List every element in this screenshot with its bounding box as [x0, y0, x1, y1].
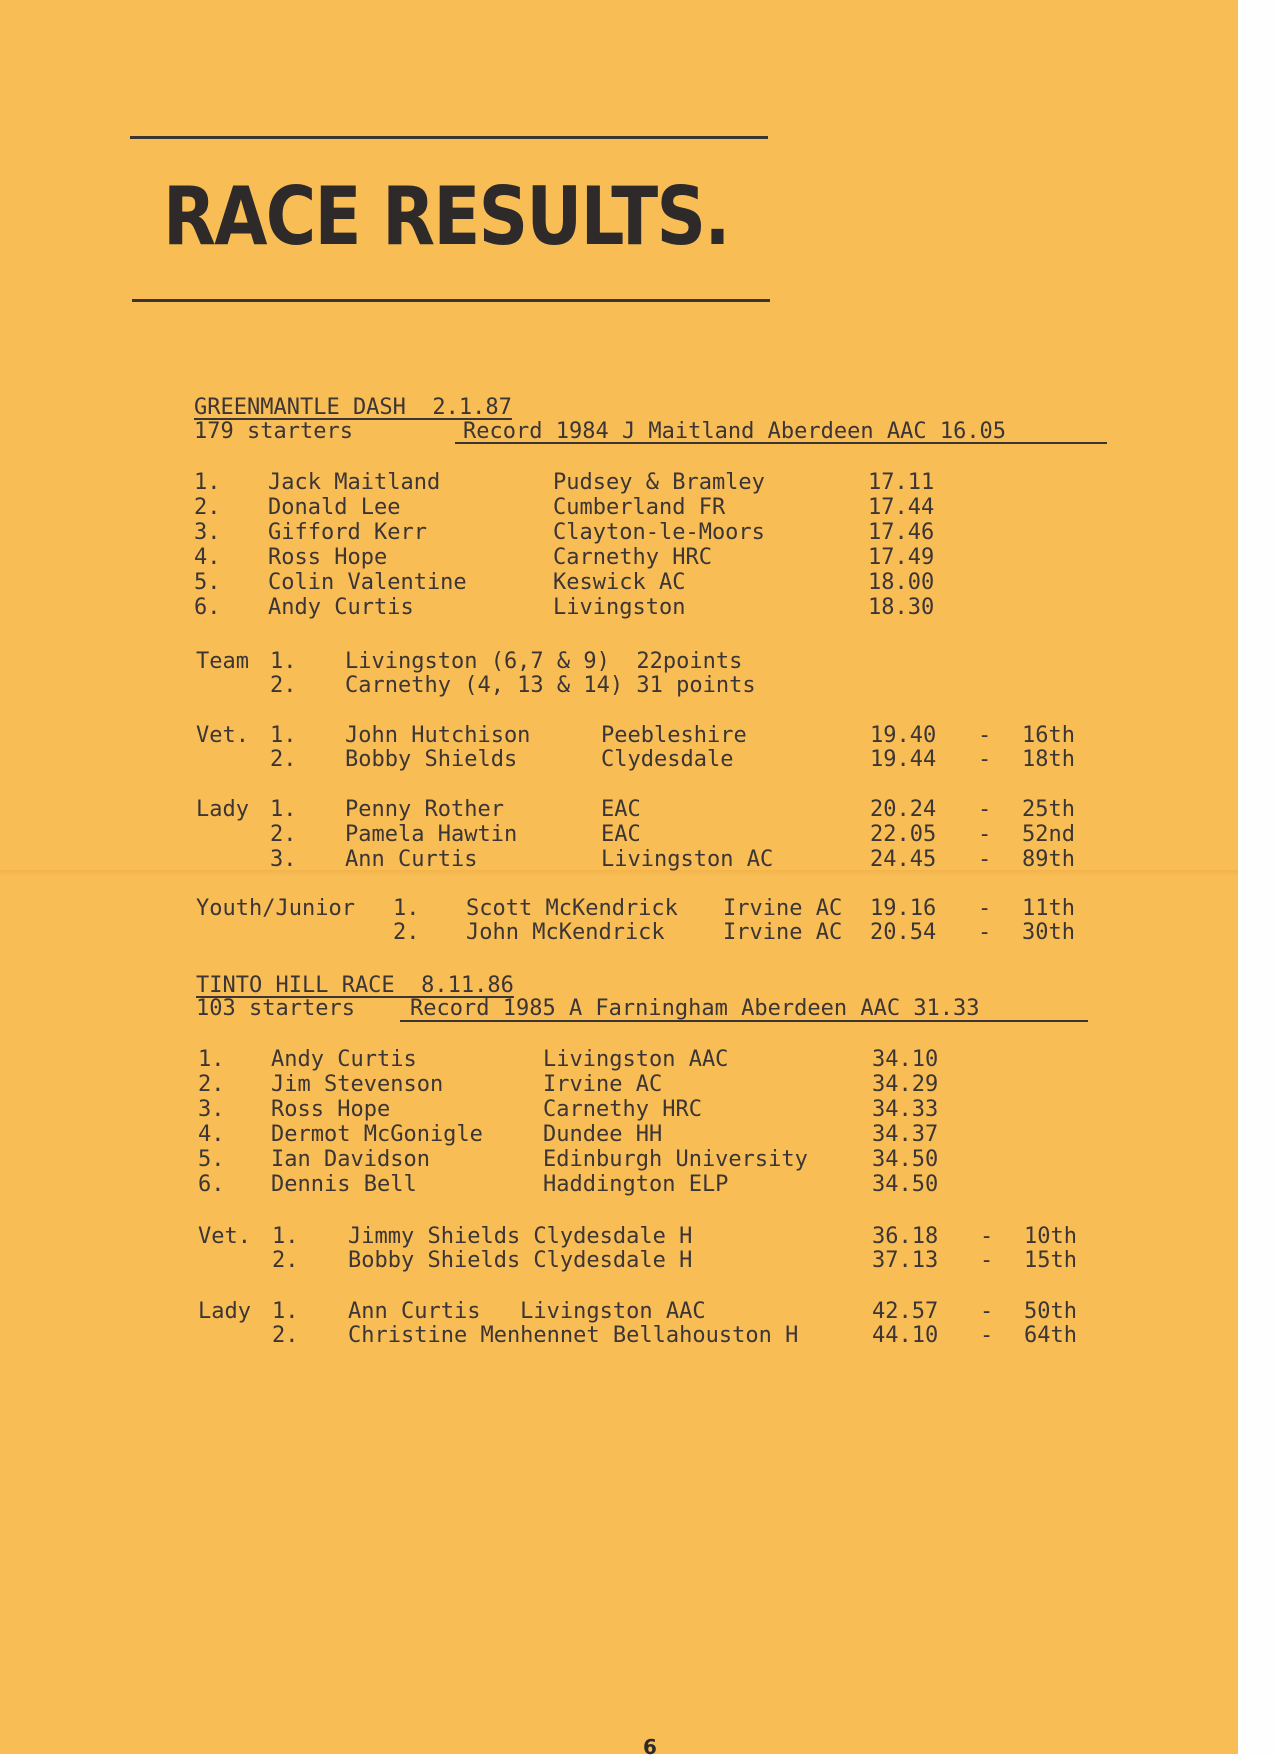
race2-result-pos-4: 4. [198, 1122, 225, 1147]
race1-team-text-1: Livingston (6,7 & 9) 22points [345, 649, 743, 674]
race1-result-name-3: Gifford Kerr [268, 520, 427, 545]
race1-lady-dash-1: - [978, 797, 992, 822]
race1-lady-time-1: 20.24 [870, 797, 937, 822]
race1-lady-name-3: Ann Curtis [345, 847, 478, 872]
race1-vet-overall-2: 18th [1022, 747, 1075, 772]
race2-result-club-6: Haddington ELP [543, 1172, 729, 1197]
race2-lady-pos-2: 2. [272, 1323, 299, 1348]
race1-result-time-5: 18.00 [868, 570, 935, 595]
race1-youth-name-2: John McKendrick [466, 920, 665, 945]
page-title: RACE RESULTS. [163, 170, 729, 263]
race1-team-pos-1: 1. [270, 649, 297, 674]
race2-result-time-2: 34.29 [872, 1072, 939, 1097]
race1-youth-dash-1: - [978, 896, 992, 921]
race2-result-name-6: Dennis Bell [271, 1172, 417, 1197]
title-underline-rule [132, 299, 770, 302]
race2-result-club-1: Livingston AAC [543, 1047, 729, 1072]
race1-vet-time-2: 19.44 [870, 747, 937, 772]
race2-result-time-6: 34.50 [872, 1172, 939, 1197]
race2-lady-dash-1: - [980, 1299, 994, 1324]
race1-lady-time-3: 24.45 [870, 847, 937, 872]
race1-result-club-5: Keswick AC [553, 570, 686, 595]
race1-vet-label: Vet. [196, 723, 249, 748]
race1-result-pos-3: 3. [194, 520, 221, 545]
race1-lady-club-1: EAC [601, 797, 641, 822]
race2-lady-time-1: 42.57 [872, 1299, 939, 1324]
race2-vet-time-1: 36.18 [872, 1224, 939, 1249]
race2-result-time-3: 34.33 [872, 1097, 939, 1122]
race1-result-time-3: 17.46 [868, 520, 935, 545]
race1-vet-name-1: John Hutchison [345, 723, 531, 748]
race1-lady-overall-2: 52nd [1022, 822, 1075, 847]
race1-result-pos-1: 1. [194, 470, 221, 495]
top-rule [130, 136, 768, 139]
race2-result-pos-2: 2. [198, 1072, 225, 1097]
race1-lady-overall-3: 89th [1022, 847, 1075, 872]
race1-youth-overall-2: 30th [1022, 920, 1075, 945]
race1-result-pos-6: 6. [194, 595, 221, 620]
race1-result-pos-5: 5. [194, 570, 221, 595]
race1-team-text-2: Carnethy (4, 13 & 14) 31 points [345, 673, 756, 698]
race1-lady-time-2: 22.05 [870, 822, 937, 847]
race2-result-name-5: Ian Davidson [271, 1147, 430, 1172]
race2-result-pos-3: 3. [198, 1097, 225, 1122]
race1-vet-time-1: 19.40 [870, 723, 937, 748]
race1-lady-pos-2: 2. [270, 822, 297, 847]
race2-result-time-4: 34.37 [872, 1122, 939, 1147]
race1-youth-dash-2: - [978, 920, 992, 945]
race1-result-club-4: Carnethy HRC [553, 545, 712, 570]
race2-lady-dash-2: - [980, 1323, 994, 1348]
race1-lady-dash-3: - [978, 847, 992, 872]
race2-lady-text-2: Christine Menhennet Bellahouston H [348, 1323, 799, 1348]
race2-lady-time-2: 44.10 [872, 1323, 939, 1348]
race2-result-club-3: Carnethy HRC [543, 1097, 702, 1122]
race1-result-time-4: 17.49 [868, 545, 935, 570]
race1-result-time-6: 18.30 [868, 595, 935, 620]
race2-lady-overall-2: 64th [1024, 1323, 1077, 1348]
race1-youth-overall-1: 11th [1022, 896, 1075, 921]
race1-lady-pos-1: 1. [270, 797, 297, 822]
race1-lady-overall-1: 25th [1022, 797, 1075, 822]
race1-team-pos-2: 2. [270, 673, 297, 698]
race1-heading: GREENMANTLE DASH 2.1.87 [194, 395, 512, 420]
race2-vet-time-2: 37.13 [872, 1248, 939, 1273]
race1-result-name-2: Donald Lee [268, 495, 401, 520]
race1-vet-pos-2: 2. [270, 747, 297, 772]
race1-result-club-3: Clayton-le-Moors [553, 520, 765, 545]
race1-result-pos-2: 2. [194, 495, 221, 520]
race1-vet-dash-1: - [978, 723, 992, 748]
race1-record: Record 1984 J Maitland Aberdeen AAC 16.05 [463, 419, 1007, 444]
race2-lady-pos-1: 1. [272, 1299, 299, 1324]
race1-result-name-6: Andy Curtis [268, 595, 414, 620]
race1-result-name-5: Colin Valentine [268, 570, 467, 595]
race2-vet-dash-1: - [980, 1224, 994, 1249]
race2-vet-text-2: Bobby Shields Clydesdale H [348, 1248, 693, 1273]
race2-vet-text-1: Jimmy Shields Clydesdale H [348, 1224, 693, 1249]
race1-lady-dash-2: - [978, 822, 992, 847]
race2-heading: TINTO HILL RACE 8.11.86 [196, 973, 514, 998]
race1-youth-club-1: Irvine AC [723, 896, 843, 921]
race1-team-label: Team [196, 649, 249, 674]
race1-youth-pos-2: 2. [393, 920, 420, 945]
race2-result-pos-1: 1. [198, 1047, 225, 1072]
race2-vet-dash-2: - [980, 1248, 994, 1273]
race1-lady-name-2: Pamela Hawtin [345, 822, 518, 847]
race2-lady-text-1: Ann Curtis Livingston AAC [348, 1299, 706, 1324]
race2-starters: 103 starters [196, 996, 355, 1021]
race1-lady-label: Lady [196, 797, 249, 822]
race2-result-club-4: Dundee HH [543, 1122, 663, 1147]
race1-vet-name-2: Bobby Shields [345, 747, 518, 772]
race2-result-time-5: 34.50 [872, 1147, 939, 1172]
race1-result-name-4: Ross Hope [268, 545, 388, 570]
race2-record: Record 1985 A Farningham Aberdeen AAC 31.33 [410, 996, 980, 1021]
race2-lady-overall-1: 50th [1024, 1299, 1077, 1324]
race1-youth-time-1: 19.16 [870, 896, 937, 921]
race2-result-name-4: Dermot McGonigle [271, 1122, 483, 1147]
race1-result-time-1: 17.11 [868, 470, 935, 495]
page-number: 6 [643, 1735, 657, 1759]
race1-result-club-6: Livingston [553, 595, 686, 620]
race2-result-name-1: Andy Curtis [271, 1047, 417, 1072]
race2-vet-pos-2: 2. [272, 1248, 299, 1273]
race1-lady-name-1: Penny Rother [345, 797, 504, 822]
race1-vet-overall-1: 16th [1022, 723, 1075, 748]
race2-vet-pos-1: 1. [272, 1224, 299, 1249]
race1-youth-pos-1: 1. [393, 896, 420, 921]
race1-result-pos-4: 4. [194, 545, 221, 570]
race1-vet-pos-1: 1. [270, 723, 297, 748]
race1-youth-club-2: Irvine AC [723, 920, 843, 945]
race1-lady-pos-3: 3. [270, 847, 297, 872]
race1-record-rule [455, 442, 1107, 444]
race1-lady-club-3: Livingston AC [601, 847, 774, 872]
race1-starters: 179 starters [194, 419, 353, 444]
race2-result-name-3: Ross Hope [271, 1097, 391, 1122]
race2-result-time-1: 34.10 [872, 1047, 939, 1072]
race2-result-pos-6: 6. [198, 1172, 225, 1197]
race1-result-club-1: Pudsey & Bramley [553, 470, 765, 495]
race1-result-name-1: Jack Maitland [268, 470, 441, 495]
race2-result-name-2: Jim Stevenson [271, 1072, 444, 1097]
race1-youth-time-2: 20.54 [870, 920, 937, 945]
race2-vet-label: Vet. [198, 1224, 251, 1249]
race2-result-pos-5: 5. [198, 1147, 225, 1172]
race1-result-club-2: Cumberland FR [553, 495, 726, 520]
race1-result-time-2: 17.44 [868, 495, 935, 520]
scan-border [1238, 0, 1275, 1754]
race1-vet-club-2: Clydesdale [601, 747, 734, 772]
race2-record-rule [400, 1020, 1088, 1022]
race1-lady-club-2: EAC [601, 822, 641, 847]
race1-vet-dash-2: - [978, 747, 992, 772]
race2-vet-overall-2: 15th [1024, 1248, 1077, 1273]
race1-vet-club-1: Peebleshire [601, 723, 747, 748]
race2-lady-label: Lady [198, 1299, 251, 1324]
race2-result-club-2: Irvine AC [543, 1072, 663, 1097]
race1-youth-label: Youth/Junior [196, 896, 355, 921]
race1-youth-name-1: Scott McKendrick [466, 896, 678, 921]
race2-vet-overall-1: 10th [1024, 1224, 1077, 1249]
race2-result-club-5: Edinburgh University [543, 1147, 808, 1172]
